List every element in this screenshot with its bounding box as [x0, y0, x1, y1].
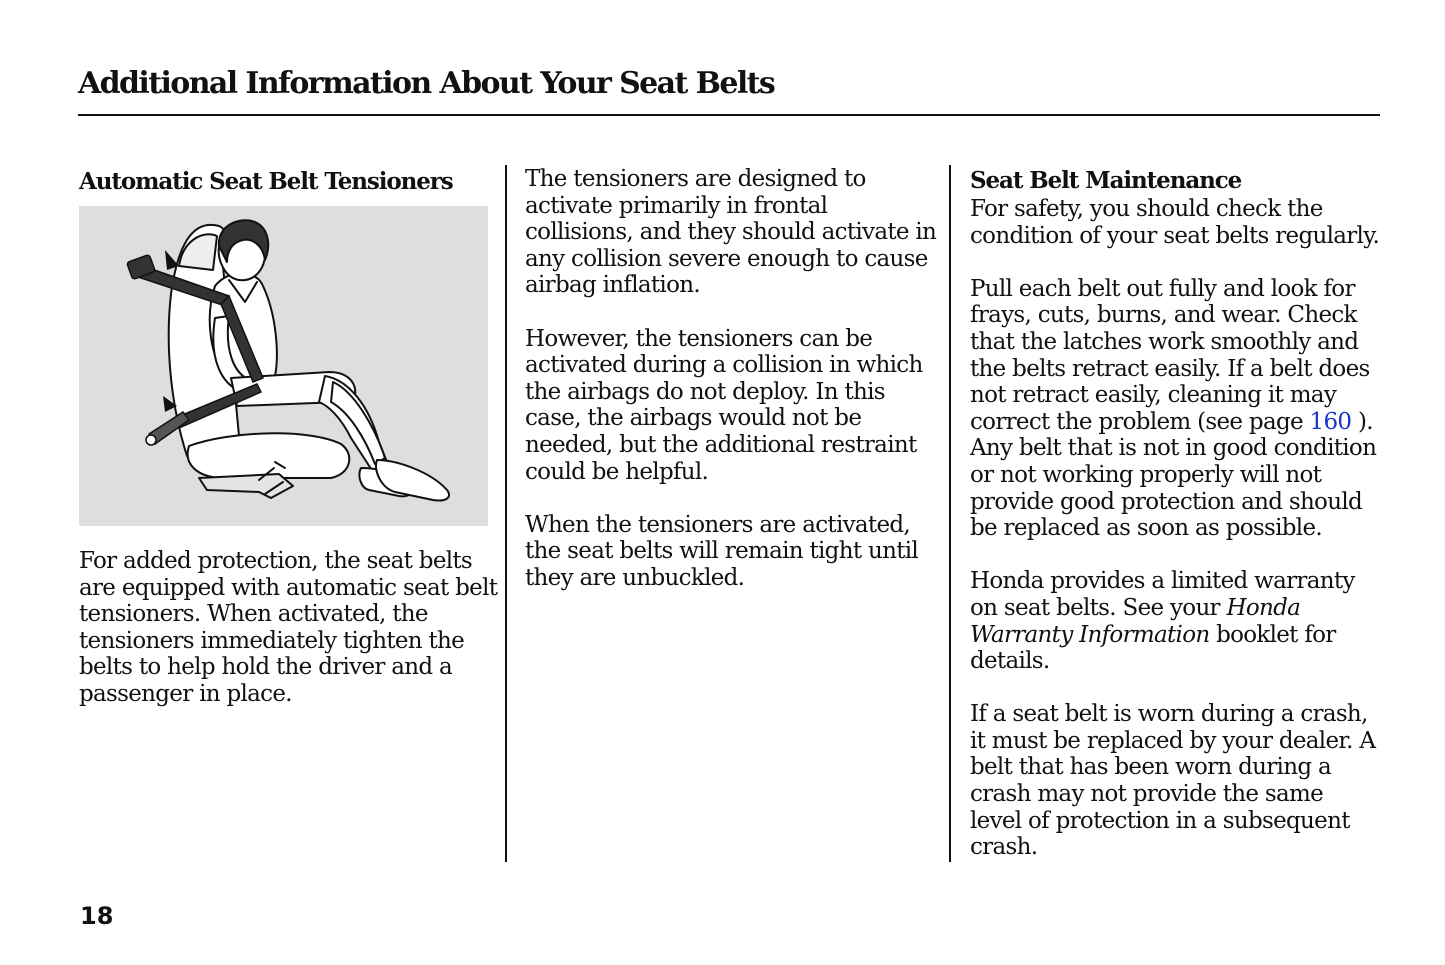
section-heading-maintenance: Seat Belt Maintenance: [970, 167, 1242, 194]
tensioners-intro-text: For added protection, the seat belts are equipped with automatic seat belt tensioners. When activated, the tensioners immediately tighten the belts to help hold the driver and a passenger in place.: [79, 548, 498, 707]
page-number: 18: [80, 902, 114, 930]
column-divider-right: [949, 165, 951, 862]
column-divider-left: [505, 165, 507, 862]
page-reference-link[interactable]: 160: [1309, 408, 1352, 435]
crash-replacement-text: If a seat belt is worn during a crash, it must be replaced by your dealer. A belt that has been worn during a crash may not provide the same level of protection in a subsequent crash.: [970, 701, 1376, 861]
tensioners-no-airbag-text: However, the tensioners can be activated during a collision in which the airbags do not deploy. In this case, the airbags would not be needed, but the additional restraint could be helpful.: [525, 325, 923, 485]
warranty-text: Honda provides a limited warranty on seat belts. See your Honda Warranty Information booklet for details.: [970, 568, 1355, 675]
maintenance-inspect-text: Pull each belt out fully and look for frays, cuts, burns, and wear. Check that the latches work smoothly and the belts retract easily. If a belt does not retract easily, cleaning it may correct the problem (see page 160 ). Any belt that is not in good condition or not working properly will not provide good protection and should be replaced as soon as possible.: [970, 275, 1377, 542]
page-title: Additional Information About Your Seat Belts: [78, 66, 775, 101]
seat-belt-tensioner-illustration: [79, 206, 488, 526]
title-rule: [78, 114, 1380, 116]
maintenance-check-text: For safety, you should check the condition of your seat belts regularly.: [970, 196, 1380, 249]
column-maintenance: [970, 166, 1380, 887]
tensioners-activation-text: The tensioners are designed to activate primarily in frontal collisions, and they should activate in any collision severe enough to cause airbag inflation.: [525, 166, 937, 299]
column-tensioner-details: [525, 166, 940, 618]
tensioners-tight-text: When the tensioners are activated, the seat belts will remain tight until they are unbuckled.: [525, 511, 919, 591]
section-heading-tensioners: Automatic Seat Belt Tensioners: [79, 168, 453, 195]
warranty-booklet-title: Honda Warranty Information: [970, 594, 1301, 648]
column-tensioners: [79, 166, 499, 734]
